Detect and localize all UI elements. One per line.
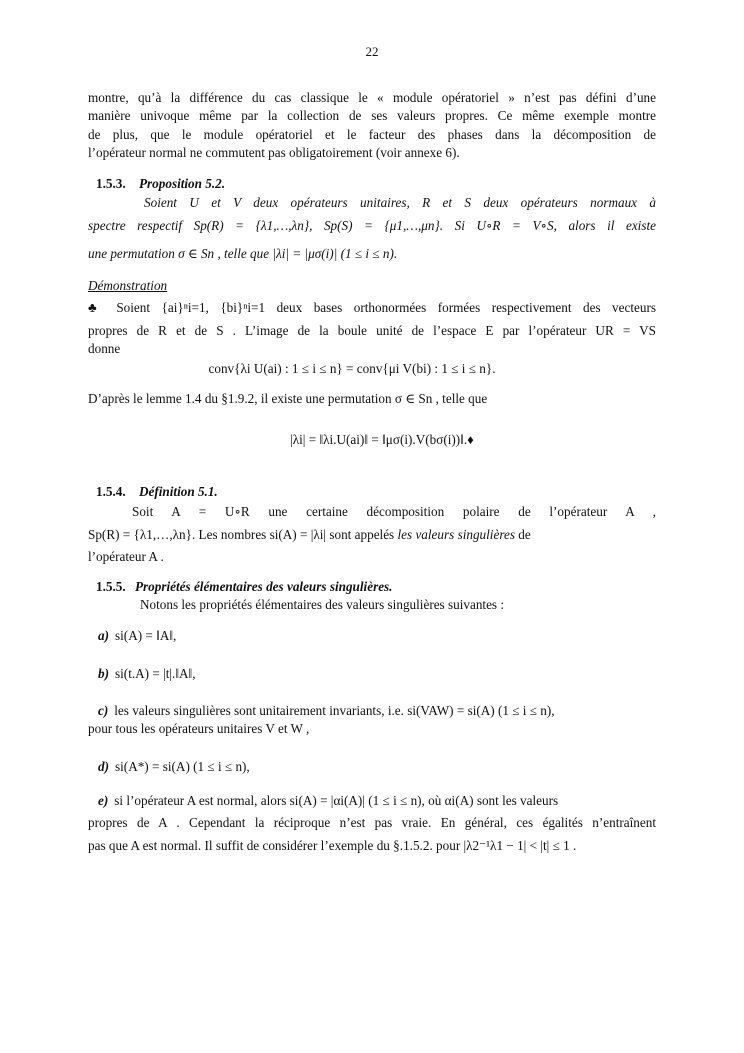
item-label: a) (98, 628, 109, 643)
text-line: propres de A . Cependant la réciproque n’est pas vraie. En général, ces égalités n’entraînent (88, 815, 656, 831)
list-item (98, 702, 656, 720)
property-b (88, 665, 656, 683)
text-line: Notons les propriétés élémentaires des valeurs singulières suivantes : (140, 597, 505, 613)
list-item (98, 627, 656, 645)
definition-text: de (514, 526, 531, 542)
text-line: D’après le lemme 1.4 du §1.9.2, il existe une permutation σ ∈ Sn , telle que (88, 391, 488, 407)
demonstration (88, 277, 656, 449)
item-text: les valeurs singulières sont unitairement invariants, i.e. si(VAW) = si(A) (1 ≤ i ≤ n), (114, 703, 555, 718)
section-title: Proposition 5.2. (138, 176, 226, 191)
proposition-line: Soient U et V deux opérateurs unitaires, R et S deux opérateurs normaux à (144, 195, 656, 211)
section-1-5-4 (88, 483, 656, 566)
text-line: pour tous les opérateurs unitaires V et W , (88, 721, 310, 737)
section-1-5-3 (88, 175, 656, 263)
definition-term: les valeurs singulières (397, 526, 515, 542)
intro-paragraph (88, 89, 656, 162)
demonstration-title: Démonstration (88, 278, 168, 293)
section-number: 1.5.4. (96, 484, 126, 499)
property-e (88, 792, 656, 855)
item-label: c) (98, 703, 109, 718)
section-heading (96, 175, 656, 193)
text-line: manière univoque même par la collection de ses valeurs propres. Ce même exemple montre (88, 108, 656, 124)
item-label: d) (98, 759, 109, 774)
property-a (88, 627, 656, 645)
text-line: propres de R et de S . L’image de la boule unité de l’espace E par l’opérateur UR = VS (88, 322, 656, 338)
equation: |λi| = ‖λi.U(ai)‖ = ‖μσ(i).V(bσ(i))‖.♦ (290, 431, 474, 447)
list-item (98, 792, 656, 810)
text-line: pas que A est normal. Il suffit de considérer l’exemple du §.1.5.2. pour |λ2⁻¹λ1 − 1| < |t| ≤ 1 . (88, 837, 577, 853)
section-1-5-5 (88, 578, 656, 615)
section-heading (96, 578, 656, 596)
item-label: b) (98, 666, 109, 681)
text-line: ♣ Soient {ai}ⁿi=1, {bi}ⁿi=1 deux bases orthonormées formées respectivement des vecteurs (88, 300, 656, 316)
list-item (98, 665, 656, 683)
proposition-line: une permutation σ ∈ Sn , telle que |λi| = |μσ(i)| (1 ≤ i ≤ n). (88, 245, 398, 261)
text-line: de plus, que le module opératoriel et le facteur des phases dans la décomposition de (88, 126, 656, 142)
item-label: e) (98, 793, 109, 808)
page-number: 22 (365, 44, 379, 59)
property-c (88, 702, 656, 739)
proposition-line: spectre respectif Sp(R) = {λ1,…,λn}, Sp(S) = {μ1,…,μn}. Si U∘R = V∘S, alors il existe (88, 217, 656, 233)
item-text: si(A) = ‖A‖, (115, 628, 177, 643)
section-title: Propriétés élémentaires des valeurs singulières. (134, 579, 393, 594)
definition-line: Soit A = U∘R une certaine décomposition polaire de l’opérateur A , (132, 504, 656, 520)
item-text: si l’opérateur A est normal, alors si(A) = |αi(A)| (1 ≤ i ≤ n), où αi(A) sont les valeurs (114, 793, 559, 808)
property-d (88, 758, 656, 776)
section-title: Définition 5.1. (138, 484, 218, 499)
definition-text: Sp(R) = {λ1,…,λn}. Les nombres si(A) = |λi| sont appelés (88, 526, 398, 542)
item-text: si(t.A) = |t|.‖A‖, (115, 666, 196, 681)
definition-line (88, 526, 656, 544)
text-line: donne (88, 340, 121, 356)
section-heading (96, 483, 656, 501)
equation: conv{λi U(ai) : 1 ≤ i ≤ n} = conv{μi V(bi) : 1 ≤ i ≤ n}. (208, 361, 496, 377)
definition-line: l’opérateur A . (88, 548, 164, 564)
section-number: 1.5.3. (96, 176, 126, 191)
list-item (98, 758, 656, 776)
text-line: l’opérateur normal ne commutent pas obligatoirement (voir annexe 6). (88, 144, 460, 160)
section-number: 1.5.5. (96, 579, 126, 594)
text-line: montre, qu’à la différence du cas classique le « module opératoriel » n’est pas défini d’une (88, 90, 656, 105)
item-text: si(A*) = si(A) (1 ≤ i ≤ n), (115, 759, 250, 774)
